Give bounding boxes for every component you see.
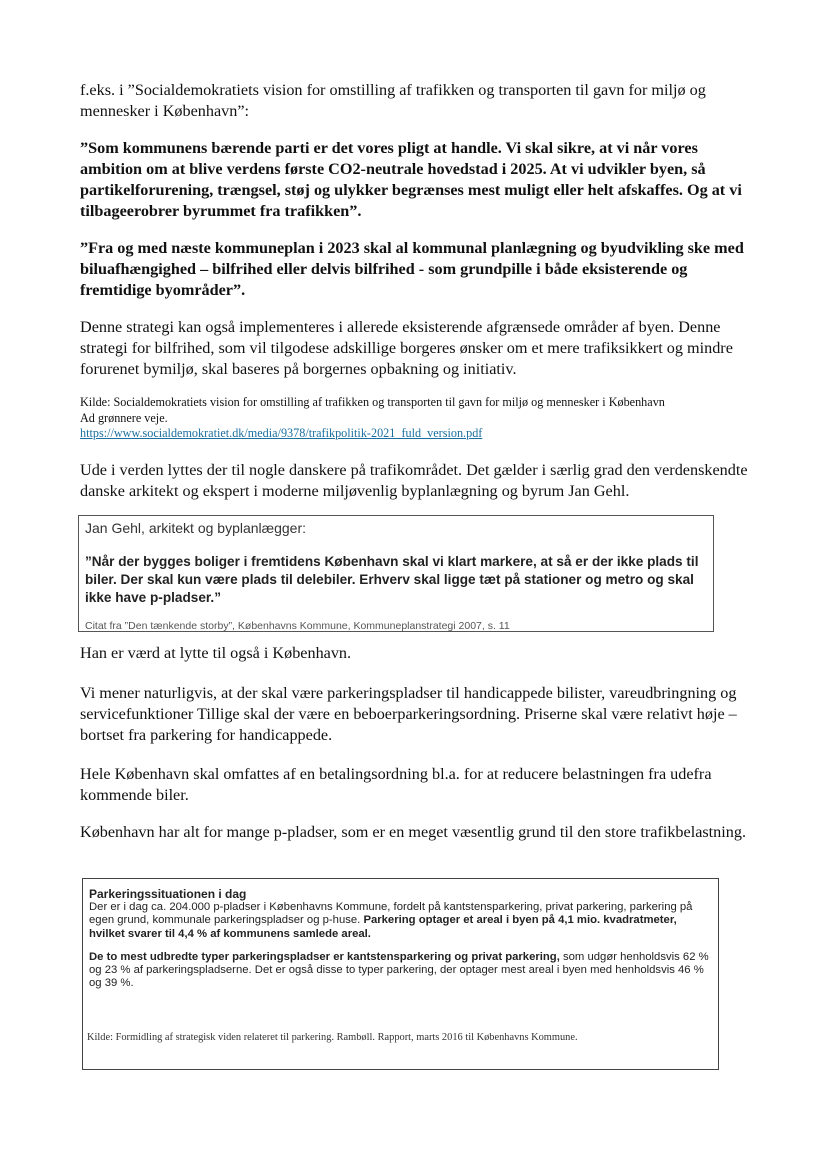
source-citation: [80, 395, 750, 442]
gehl-quote: ”Når der bygges boliger i fremtidens København skal vi klart markere, at så er der ikke plads til biler. Der skal kun være plads til delebiler. Erhverv skal ligge tæt på stationer og metro og skal ikke have p-pladser.”: [85, 554, 699, 605]
strategy-paragraph: Denne strategi kan også implementeres i allerede eksisterende afgrænsede områder af byen. Denne strategi for bilfrihed, som vil tilgodese adskillige borgeres ønsker om et mere trafiksikkert og mindre forurenet bymiljø, skal baseres på borgernes opbakning og initiativ.: [80, 318, 733, 378]
gehl-citation: Citat fra ”Den tænkende storby”, Københavns Kommune, Kommuneplanstrategi 2007, s. 11: [85, 620, 510, 632]
parking-box-para-1: [89, 901, 714, 941]
parking-paragraph: Vi mener naturligvis, at der skal være parkeringspladser til handicappede bilister, vareudbringning og servicefunktioner Tillige skal der være en beboerparkeringsordning. Priserne skal være relativt høje – bortset fra parkering for handicappede.: [80, 684, 737, 744]
kommuneplan-quote: ”Fra og med næste kommuneplan i 2023 skal al kommunal planlægning og byudvikling ske med biluafhængighed – bilfrihed eller delvis bilfrihed - som grundpille i både eksisterende og fremtidige byområder”.: [80, 239, 744, 299]
parking-box-p1-normal: Der er i dag ca. 204.000 p-pladser i Københavns Kommune, fordelt på kantstensparkering, privat parkering, parkering på egen grund, kommunale parkeringspladser og p-huse.: [89, 901, 693, 927]
gehl-intro-paragraph: Ude i verden lyttes der til nogle danskere på trafikområdet. Det gælder i særlig grad den verdenskendte danske arkitekt og ekspert i moderne miljøvenlig byplanlægning og byrum Jan Gehl.: [80, 461, 748, 500]
parking-box-p2-bold: De to mest udbredte typer parkeringspladser er kantstensparkering og privat parkering,: [89, 950, 560, 963]
payment-paragraph: Hele København skal omfattes af en betalingsordning bl.a. for at reducere belastningen fra udefra kommende biler.: [80, 765, 712, 804]
source-line-1: Kilde: Socialdemokratiets vision for omstilling af trafikken og transporten til gavn for miljø og mennesker i København: [80, 395, 665, 409]
gehl-quote-box: [78, 515, 714, 632]
parking-box-p1-bold: Parkering optager et areal i byen på 4,1 mio. kvadratmeter, hvilket svarer til 4,4 % af kommunens samlede areal.: [89, 914, 677, 940]
parking-box-para-2: [89, 951, 714, 991]
parking-box-heading: Parkeringssituationen i dag: [89, 887, 247, 901]
source-link[interactable]: https://www.socialdemokratiet.dk/media/9378/trafikpolitik-2021_fuld_version.pdf: [80, 426, 483, 440]
parking-situation-box: [82, 878, 719, 1070]
party-quote: ”Som kommunens bærende parti er det vores pligt at handle. Vi skal sikre, at vi når vores ambition om at blive verdens første CO2-neutrale hovedstad i 2025. At vi udvikler byen, så partikelforurening, trængsel, støj og ulykker begrænses mest muligt eller helt afskaffes. Og at vi tilbageerobrer byrummet fra trafikken”.: [80, 139, 742, 220]
parking-box-source: Kilde: Formidling af strategisk viden relateret til parkering. Rambøll. Rapport, marts 2016 til Københavns Kommune.: [87, 1032, 578, 1043]
gehl-attribution: Jan Gehl, arkitekt og byplanlægger:: [85, 520, 307, 536]
intro-paragraph: f.eks. i ”Socialdemokratiets vision for omstilling af trafikken og transporten til gavn for miljø og mennesker i København”:: [80, 81, 706, 120]
parking-box-p2-normal: som udgør henholdsvis 62 % og 23 % af parkeringspladserne. Det er også disse to typer parkering, der optager mest areal i byen med henholdsvis 46 % og 39 %.: [89, 950, 709, 990]
listen-paragraph: Han er værd at lytte til også i København.: [80, 644, 352, 662]
too-many-paragraph: København har alt for mange p-pladser, som er en meget væsentlig grund til den store trafikbelastning.: [80, 823, 747, 841]
source-line-2: Ad grønnere veje.: [80, 410, 168, 425]
